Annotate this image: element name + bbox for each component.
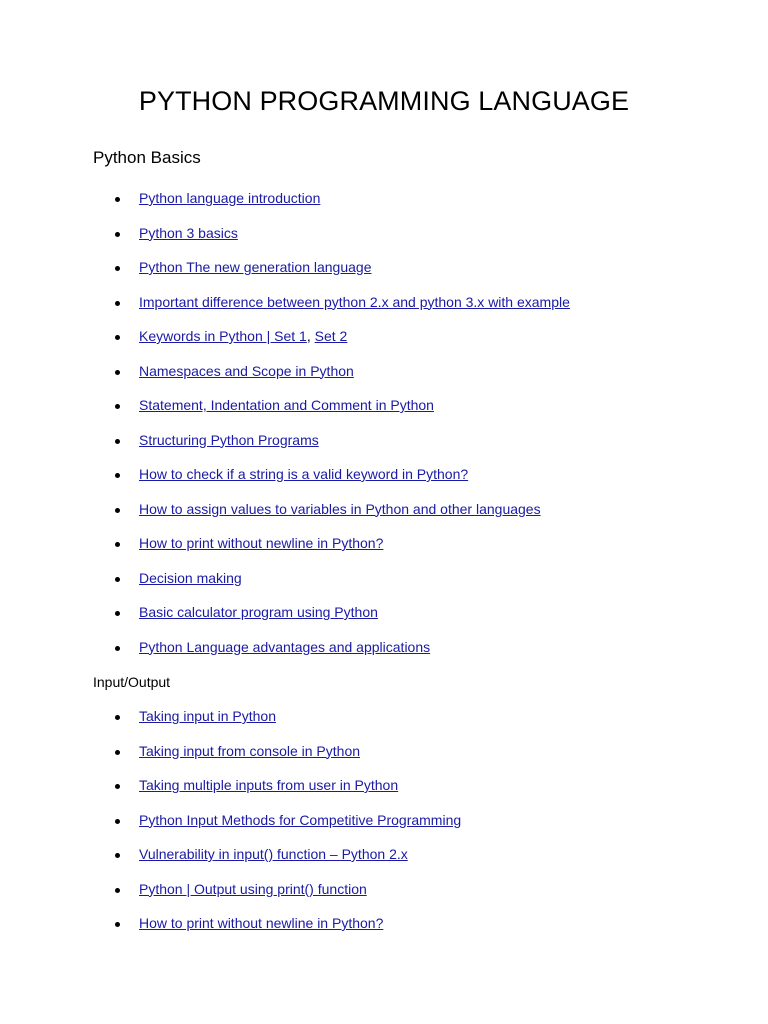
- topic-link[interactable]: How to print without newline in Python?: [139, 915, 384, 931]
- list-item: [0, 294, 768, 329]
- list-item: [0, 432, 768, 467]
- list-item: [0, 363, 768, 398]
- list-item: [0, 604, 768, 639]
- list-item: [0, 812, 768, 847]
- topic-link[interactable]: Namespaces and Scope in Python: [139, 362, 354, 379]
- list-item: [0, 259, 768, 294]
- bullet-icon: [115, 404, 120, 409]
- bullet-icon: [115, 853, 120, 858]
- bullet-icon: [115, 611, 120, 616]
- keywords-set-2-link[interactable]: Set 2: [314, 328, 348, 344]
- list-item: [0, 708, 768, 743]
- bullet-icon: [115, 197, 120, 202]
- bullet-icon: [115, 784, 120, 789]
- topic-link[interactable]: Vulnerability in input() function – Python 2.x: [139, 846, 408, 862]
- list-item: [0, 743, 768, 778]
- bullet-icon: [115, 819, 120, 824]
- topic-link[interactable]: How to print without newline in Python?: [139, 535, 384, 551]
- list-item: [0, 777, 768, 812]
- list-item: [0, 639, 768, 674]
- document-title: PYTHON PROGRAMMING LANGUAGE: [138, 86, 630, 116]
- list-item: [0, 535, 768, 570]
- list-item: [0, 225, 768, 260]
- bullet-icon: [115, 715, 120, 720]
- list-item: [0, 397, 768, 432]
- link-separator: ,: [306, 328, 315, 344]
- topic-link[interactable]: Statement, Indentation and Comment in Python: [139, 397, 434, 413]
- list-item: [0, 846, 768, 881]
- topic-link[interactable]: Decision making: [139, 569, 242, 586]
- topic-link[interactable]: Taking input in Python: [139, 708, 276, 724]
- list-item: [0, 328, 768, 363]
- list-item: [0, 190, 768, 225]
- bullet-icon: [115, 370, 120, 375]
- bullet-icon: [115, 232, 120, 237]
- topic-link[interactable]: Python The new generation language: [139, 259, 372, 275]
- list-item: [0, 466, 768, 501]
- keywords-row: [139, 328, 347, 344]
- topic-link[interactable]: Taking input from console in Python: [139, 742, 361, 759]
- section-heading-python-basics: Python Basics: [93, 148, 201, 167]
- bullet-icon: [115, 473, 120, 478]
- bullet-icon: [115, 266, 120, 271]
- input-output-list: [0, 708, 768, 950]
- list-item: [0, 501, 768, 536]
- bullet-icon: [115, 508, 120, 513]
- topic-link[interactable]: Basic calculator program using Python: [139, 604, 378, 620]
- topic-link[interactable]: Important difference between python 2.x and python 3.x with example: [139, 293, 570, 310]
- python-basics-list: [0, 190, 768, 673]
- keywords-set-1-link[interactable]: Keywords in Python | Set 1: [139, 328, 307, 344]
- topic-link[interactable]: How to check if a string is a valid keyword in Python?: [139, 466, 469, 482]
- topic-link[interactable]: Python language introduction: [139, 190, 321, 206]
- bullet-icon: [115, 439, 120, 444]
- topic-link[interactable]: Taking multiple inputs from user in Python: [139, 777, 399, 793]
- bullet-icon: [115, 301, 120, 306]
- bullet-icon: [115, 577, 120, 582]
- topic-link[interactable]: Python Language advantages and applications: [139, 638, 431, 655]
- topic-link[interactable]: Python 3 basics: [139, 224, 238, 241]
- bullet-icon: [115, 542, 120, 547]
- bullet-icon: [115, 750, 120, 755]
- topic-link[interactable]: Structuring Python Programs: [139, 431, 319, 448]
- list-item: [0, 915, 768, 950]
- bullet-icon: [115, 922, 120, 927]
- bullet-icon: [115, 335, 120, 340]
- section-heading-input-output: Input/Output: [93, 674, 171, 690]
- bullet-icon: [115, 646, 120, 651]
- list-item: [0, 570, 768, 605]
- topic-link[interactable]: How to assign values to variables in Python and other languages: [139, 500, 541, 517]
- topic-link[interactable]: Python | Output using print() function: [139, 880, 367, 897]
- topic-link[interactable]: Python Input Methods for Competitive Programming: [139, 811, 462, 828]
- bullet-icon: [115, 888, 120, 893]
- list-item: [0, 881, 768, 916]
